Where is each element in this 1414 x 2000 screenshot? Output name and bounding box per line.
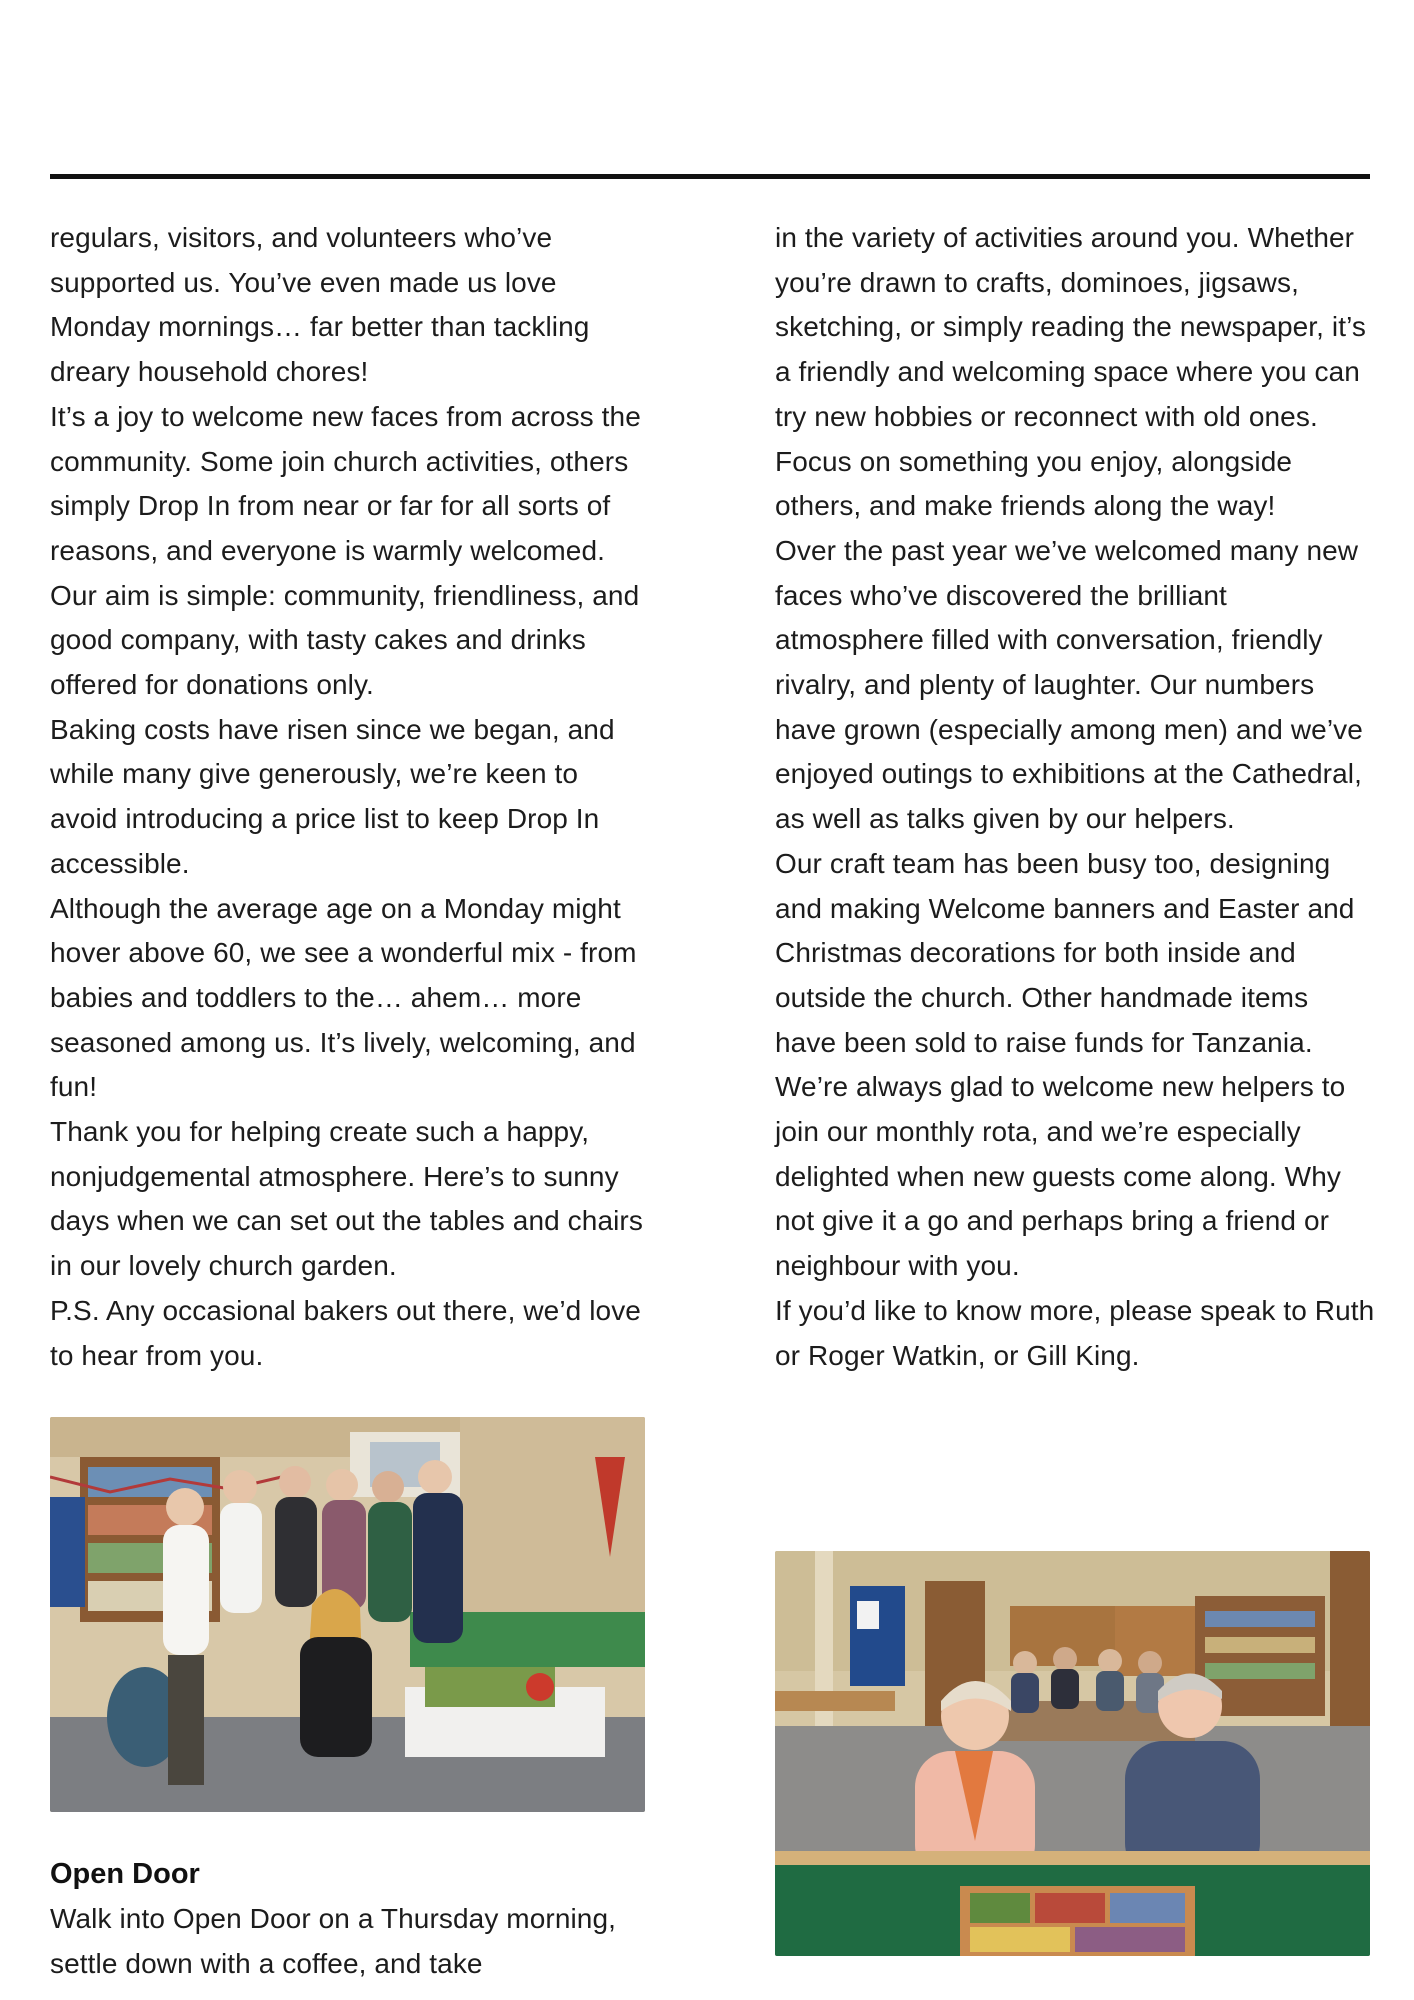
group-photo-icon xyxy=(50,1417,645,1812)
open-door-jigsaw-photo xyxy=(775,1551,1370,1956)
right-paragraph-2: Over the past year we’ve welcomed many new faces who’ve discovered the brilliant atmosphere filled with conversation, friendly rivalry, and plenty of laughter. Our numbers have grown (especially among men) and we’ve enjoyed outings to exhibitions at the Cathedral, as well as talks given by our helpers. xyxy=(775,534,1363,835)
right-paragraph-1: in the variety of activities around you. Whether you’re drawn to crafts, dominoes, jigsaws, sketching, or simply reading the newspaper, it’s a friendly and welcoming space where you can try new hobbies or reconnect with old ones. Focus on something you enjoy, alongside others, and make friends along the way! xyxy=(775,222,1367,522)
left-column xyxy=(50,216,650,1378)
header-divider xyxy=(50,174,1370,179)
right-paragraph-4: We’re always glad to welcome new helpers to join our monthly rota, and we’re especially delighted when new guests come along. Why not give it a go and perhaps bring a friend or neighbour with you. xyxy=(775,1071,1346,1282)
open-door-paragraph: Walk into Open Door on a Thursday morning, settle down with a coffee, and take xyxy=(50,1903,617,1979)
left-paragraph-1: regulars, visitors, and volunteers who’ve supported us. You’ve even made us love Monday mornings… far better than tackling dreary household chores! xyxy=(50,222,590,388)
left-paragraph-2: It’s a joy to welcome new faces from across the community. Some join church activities, others simply Drop In from near or far for all sorts of reasons, and everyone is warmly welcomed. Our aim is simple: community, friendliness, and good company, with tasty cakes and drinks offered for donations only. xyxy=(50,400,641,701)
right-paragraph-5: If you’d like to know more, please speak to Ruth or Roger Watkin, or Gill King. xyxy=(775,1294,1375,1371)
right-paragraph-3: Our craft team has been busy too, designing and making Welcome banners and Easter and Christmas decorations for both inside and outside the church. Other handmade items have been sold to raise funds for Tanzania. xyxy=(775,847,1355,1058)
open-door-text xyxy=(50,1897,660,1986)
right-column xyxy=(775,216,1375,1378)
left-paragraph-6: P.S. Any occasional bakers out there, we’d love to hear from you. xyxy=(50,1294,641,1371)
left-paragraph-4: Although the average age on a Monday might hover above 60, we see a wonderful mix - from babies and toddlers to the… ahem… more seasoned among us. It’s lively, welcoming, and fun! xyxy=(50,892,637,1103)
open-door-title: Open Door xyxy=(50,1858,200,1890)
left-paragraph-5: Thank you for helping create such a happy, nonjudgemental atmosphere. Here’s to sunny days when we can set out the tables and chairs in our lovely church garden. xyxy=(50,1116,643,1282)
jigsaw-photo-icon xyxy=(775,1551,1370,1956)
left-paragraph-3: Baking costs have risen since we began, and while many give generously, we’re keen to avoid introducing a price list to keep Drop In accessible. xyxy=(50,713,615,879)
drop-in-group-photo xyxy=(50,1417,645,1812)
